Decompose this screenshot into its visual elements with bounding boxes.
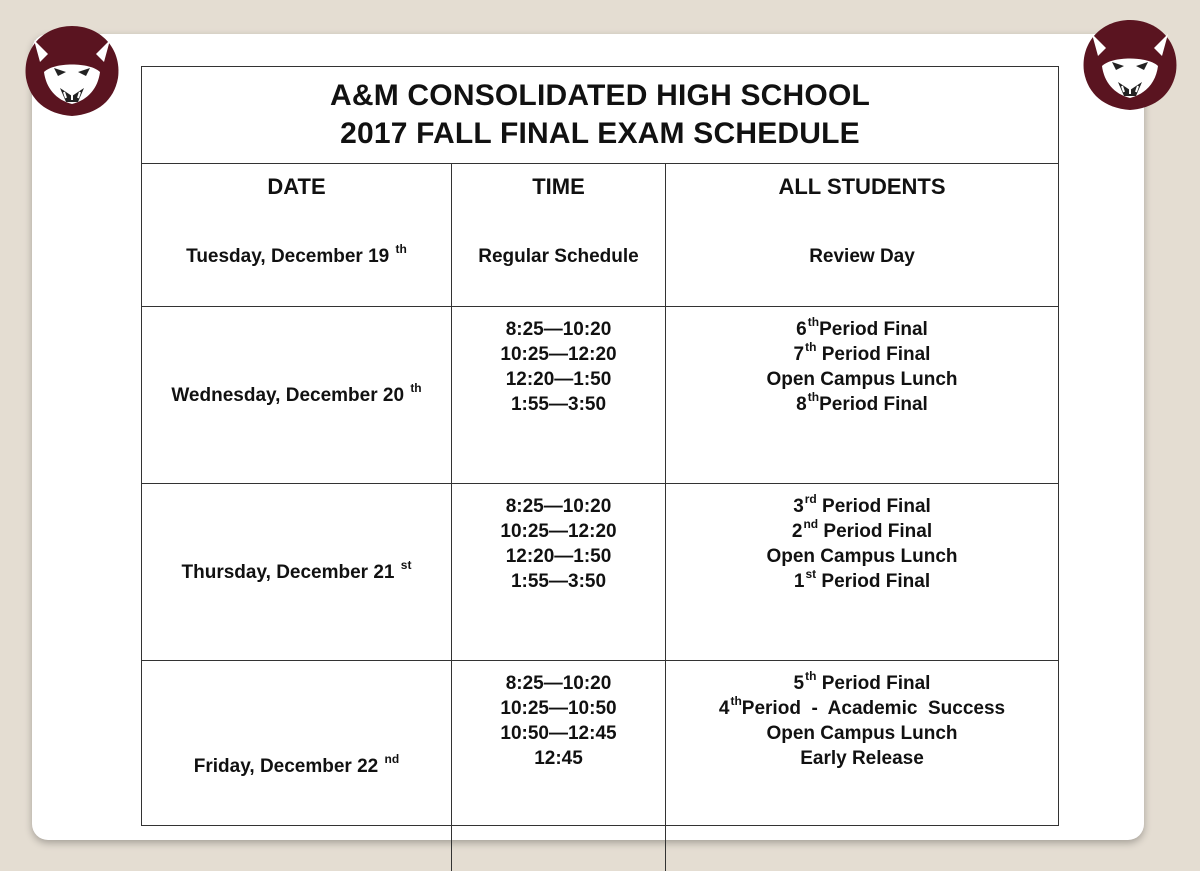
date-cell: Thursday, December 21 $^{st}$ — [142, 484, 452, 661]
wolf-mascot-icon — [14, 18, 130, 118]
table-row — [142, 484, 1058, 661]
wolf-mascot-icon — [1072, 12, 1188, 112]
table-row — [142, 661, 1058, 871]
schedule-name: 2017 FALL FINAL EXAM SCHEDULE — [340, 115, 860, 153]
activity-cell: Review Day — [666, 236, 1059, 307]
time-cell: 8:25—10:20 10:25—10:50 10:50—12:45 12:45 — [452, 661, 666, 871]
column-header-time: TIME — [452, 164, 666, 236]
school-name: A&M CONSOLIDATED HIGH SCHOOL — [330, 77, 870, 115]
date-cell: Tuesday, December 19 $^{th}$ — [142, 236, 452, 307]
date-cell: Friday, December 22 $^{nd}$ — [142, 661, 452, 871]
exam-schedule-sheet — [141, 66, 1059, 826]
time-cell: 8:25—10:20 10:25—12:20 12:20—1:50 1:55—3:50 — [452, 307, 666, 484]
activity-cell: 6thPeriod Final 7th Period Final Open Campus Lunch 8thPeriod Final — [666, 307, 1059, 484]
column-header-date: DATE — [142, 164, 452, 236]
schedule-table — [142, 164, 1058, 871]
activity-cell: 5th Period Final 4thPeriod - Academic Success Open Campus Lunch Early Release — [666, 661, 1059, 871]
activity-cell: 3rd Period Final 2nd Period Final Open Campus Lunch 1st Period Final — [666, 484, 1059, 661]
table-row — [142, 307, 1058, 484]
table-row — [142, 236, 1058, 307]
time-cell: 8:25—10:20 10:25—12:20 12:20—1:50 1:55—3:50 — [452, 484, 666, 661]
schedule-title — [142, 67, 1058, 164]
time-cell: Regular Schedule — [452, 236, 666, 307]
date-cell: Wednesday, December 20 $^{th}$ — [142, 307, 452, 484]
column-header-all-students: ALL STUDENTS — [666, 164, 1059, 236]
